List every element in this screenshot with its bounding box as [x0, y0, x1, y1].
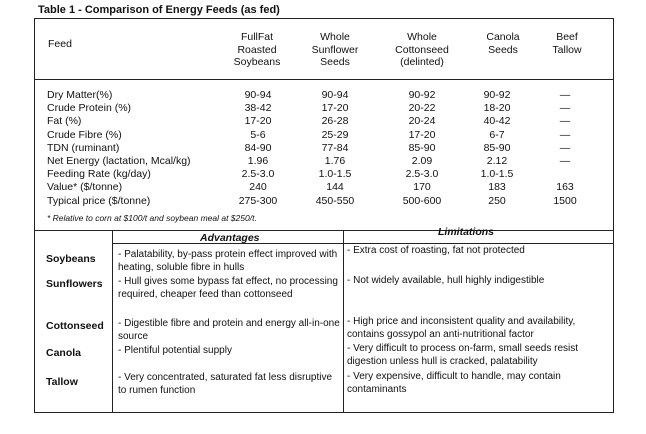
table-cell: 90-92 [408, 89, 436, 101]
table-cell: 163 [556, 181, 574, 194]
feed-label-canola: Canola [46, 347, 82, 359]
table-cell: — [559, 102, 571, 115]
table-cell: 1.0-1.5 [318, 168, 352, 181]
table-cell: 26-28 [321, 115, 349, 128]
cottonseed-column-header: Whole Cottonseed (delinted) [395, 31, 449, 68]
table-cell: 5-6 [250, 128, 266, 141]
table-cell: 1.96 [247, 155, 269, 167]
footnote: * Relative to corn at $100/t and soybean meal at $250/t. [47, 213, 257, 223]
feed-column-header: Feed [48, 38, 72, 50]
limitation-cottonseed: - High price and inconsistent quality and availability, contains gossypol an anti-nutritional factor [347, 316, 576, 340]
limitation-soybeans: - Extra cost of roasting, fat not protected [347, 245, 525, 256]
table-cell: 6-7 [489, 128, 505, 141]
row-label: Typical price ($/tonne) [47, 194, 151, 207]
soybeans-column-header: FullFat Roasted Soybeans [233, 31, 281, 68]
table-cell: 90-94 [321, 89, 349, 101]
subheader-divider [112, 243, 614, 244]
limitation-tallow: - Very expensive, difficult to handle, may contain contaminants [347, 371, 561, 395]
feed-column-divider [112, 230, 113, 413]
canola-column-header: Canola Seeds [486, 31, 520, 56]
section-divider [34, 230, 614, 231]
table-cell: 18-20 [483, 102, 511, 115]
table-cell: 25-29 [321, 128, 349, 141]
adv-lim-divider [343, 230, 344, 413]
advantage-canola: - Plentiful potential supply [118, 345, 232, 356]
table-cell: 2.5-3.0 [405, 168, 439, 181]
row-label: TDN (ruminant) [47, 141, 120, 154]
table-cell: 17-20 [408, 128, 436, 141]
row-label: Crude Fibre (%) [47, 128, 122, 141]
tallow-column-header: Beef Tallow [552, 31, 582, 56]
table-cell: 1500 [553, 194, 577, 207]
table-cell: 250 [488, 194, 506, 207]
table-cell: 40-42 [483, 115, 511, 128]
table-cell: 2.12 [486, 155, 508, 167]
advantages-header: Advantages [200, 232, 260, 244]
limitation-sunflowers: - Not widely available, hull highly indigestible [347, 275, 545, 286]
feed-label-sunflowers: Sunflowers [46, 278, 103, 290]
table-cell: 38-42 [244, 102, 272, 115]
sunflower-column-header: Whole Sunflower Seeds [311, 31, 359, 68]
table-cell: 84-90 [244, 141, 272, 154]
feed-label-tallow: Tallow [46, 376, 78, 388]
limitation-canola: - Very difficult to process on-farm, small seeds resist digestion unless hull is cracked, palatability [347, 343, 579, 367]
table-cell: 85-90 [408, 141, 436, 154]
table-cell: — [559, 128, 571, 141]
row-label: Crude Protein (%) [47, 102, 132, 115]
table-cell: 90-92 [483, 89, 511, 101]
table-title: Table 1 - Comparison of Energy Feeds (as fed) [38, 4, 280, 16]
row-label: Fat (%) [47, 115, 82, 128]
table-cell: — [559, 115, 571, 128]
table-cell: 1.76 [324, 155, 346, 167]
table-cell: 20-24 [408, 115, 436, 128]
row-label: Value* ($/tonne) [47, 181, 123, 194]
table-cell: 17-20 [321, 102, 349, 115]
table-cell: 17-20 [244, 115, 272, 128]
table-cell: 240 [249, 181, 267, 194]
limitations-header: Limitations [438, 226, 495, 238]
table-cell: 77-84 [321, 141, 349, 154]
advantage-sunflowers: - Hull gives some bypass fat effect, no processing required, cheaper feed than cottonseed [118, 276, 338, 300]
table-cell: 450-550 [315, 194, 355, 207]
table-cell: 183 [488, 181, 506, 194]
advantage-soybeans: - Palatability, by-pass protein effect improved with heating, soluble fibre in hulls [118, 249, 338, 273]
table-cell: 2.09 [411, 155, 433, 167]
table-cell: — [559, 155, 571, 167]
table-cell: 144 [326, 181, 344, 194]
table-cell: 1.0-1.5 [480, 168, 514, 181]
table-cell: — [559, 89, 571, 101]
row-label: Dry Matter(%) [47, 89, 113, 101]
table-cell: 90-94 [244, 89, 272, 101]
advantage-tallow: - Very concentrated, saturated fat less disruptive to rumen function [118, 372, 332, 396]
feed-label-soybeans: Soybeans [46, 253, 96, 265]
advantage-cottonseed: - Digestible fibre and protein and energy all-in-one source [118, 318, 340, 342]
table-cell: 170 [413, 181, 431, 194]
table-cell: 500-600 [402, 194, 442, 207]
table-cell: — [559, 141, 571, 154]
header-divider [34, 79, 614, 80]
table-cell: 2.5-3.0 [241, 168, 275, 181]
table-cell: 20-22 [408, 102, 436, 115]
table-cell: 85-90 [483, 141, 511, 154]
table-cell: 275-300 [238, 194, 278, 207]
row-label: Feeding Rate (kg/day) [47, 168, 151, 181]
row-label: Net Energy (lactation, Mcal/kg) [47, 155, 191, 167]
feed-label-cottonseed: Cottonseed [46, 320, 104, 332]
